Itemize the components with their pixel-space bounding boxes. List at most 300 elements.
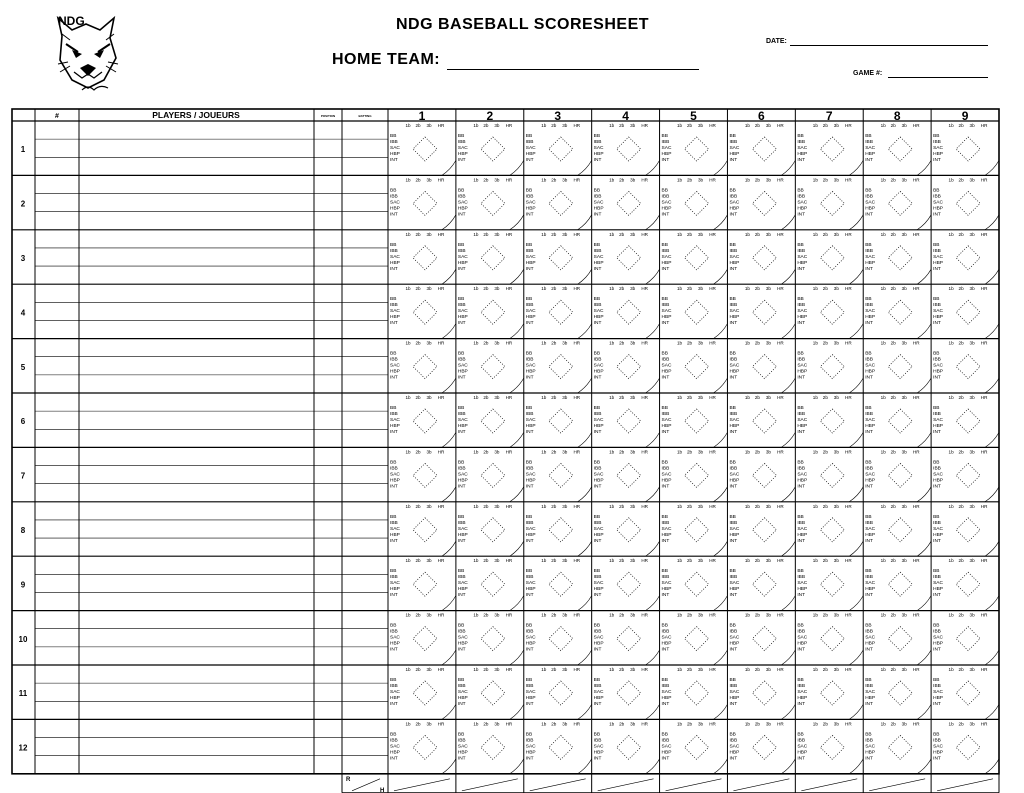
outcome-label: BB	[457, 623, 465, 629]
outcome-label: HBP	[661, 315, 672, 321]
base-diamond[interactable]	[888, 191, 912, 215]
hit-label: 2b	[551, 286, 557, 292]
base-diamond[interactable]	[549, 463, 573, 487]
base-diamond[interactable]	[617, 627, 641, 651]
base-diamond[interactable]	[956, 572, 980, 596]
base-diamond[interactable]	[481, 681, 505, 705]
out-corner-arc	[849, 759, 863, 774]
out-corner-arc	[985, 487, 999, 502]
base-diamond[interactable]	[549, 518, 573, 542]
hit-label: 2b	[890, 395, 896, 400]
base-diamond[interactable]	[820, 463, 844, 487]
base-diamond[interactable]	[956, 735, 980, 759]
base-diamond[interactable]	[820, 191, 844, 215]
hit-label: HR	[641, 503, 648, 509]
hit-label: 1b	[541, 123, 547, 128]
base-diamond[interactable]	[956, 191, 980, 215]
outcome-label: HBP	[865, 424, 876, 429]
base-diamond[interactable]	[617, 735, 641, 759]
base-diamond[interactable]	[752, 355, 776, 379]
base-diamond[interactable]	[956, 627, 980, 651]
hit-label: 3b	[901, 395, 907, 400]
batting-order-number: 8	[20, 526, 26, 535]
base-diamond[interactable]	[549, 681, 573, 705]
base-diamond[interactable]	[413, 137, 437, 161]
hit-label: 3b	[494, 721, 500, 727]
hit-label: 2b	[415, 177, 421, 183]
runs-hits-slash[interactable]	[801, 779, 857, 791]
base-diamond[interactable]	[481, 463, 505, 487]
hit-label: HR	[641, 721, 648, 727]
outcome-label: SAC	[933, 744, 943, 750]
hit-label: 1b	[609, 340, 615, 346]
outcome-label: HBP	[865, 315, 876, 321]
outcome-label: BB	[593, 514, 601, 520]
outcome-label: SAC	[457, 526, 468, 532]
base-diamond[interactable]	[413, 355, 437, 379]
outcome-label: SAC	[593, 635, 604, 641]
outcome-label: BB	[865, 460, 872, 466]
out-corner-arc	[781, 432, 795, 447]
base-diamond[interactable]	[820, 572, 844, 596]
base-diamond[interactable]	[413, 246, 437, 270]
base-diamond[interactable]	[481, 300, 505, 324]
outcome-label: HBP	[865, 369, 876, 375]
hit-label: 1b	[744, 231, 751, 237]
hit-label: 3b	[765, 177, 772, 183]
hit-label: 3b	[426, 449, 432, 455]
outcome-label: BB	[390, 460, 397, 466]
hit-label: 1b	[609, 123, 615, 128]
base-diamond[interactable]	[752, 191, 776, 215]
hit-label: 1b	[676, 721, 683, 727]
base-diamond[interactable]	[888, 627, 912, 651]
hit-label: 3b	[969, 721, 975, 727]
outcome-label: IBB	[457, 357, 466, 363]
hit-label: 1b	[948, 449, 954, 455]
base-diamond[interactable]	[617, 572, 641, 596]
outcome-label: BB	[525, 460, 533, 466]
hit-label: HR	[573, 667, 581, 672]
base-diamond[interactable]	[752, 627, 776, 651]
outcome-label: BB	[933, 297, 940, 303]
outcome-label: BB	[593, 623, 601, 629]
outcome-label: BB	[933, 514, 940, 520]
base-diamond[interactable]	[685, 627, 709, 651]
base-diamond[interactable]	[956, 246, 980, 270]
base-diamond[interactable]	[549, 735, 573, 759]
runs-hits-slash[interactable]	[530, 779, 586, 791]
hit-label: HR	[777, 612, 784, 618]
outcome-label: INT	[661, 430, 670, 435]
out-corner-arc	[849, 324, 863, 339]
outcome-label: SAC	[525, 581, 536, 587]
hit-label: HR	[845, 503, 852, 509]
runs-hits-slash[interactable]	[666, 779, 722, 791]
outcome-label: HBP	[390, 424, 400, 429]
outcome-label: INT	[457, 484, 466, 490]
outcome-label: SAC	[933, 309, 943, 315]
runs-hits-slash[interactable]	[869, 779, 925, 791]
hit-label: 1b	[948, 395, 954, 400]
hit-label: 1b	[405, 231, 411, 237]
outcome-label: BB	[525, 188, 533, 194]
hit-label: 1b	[609, 231, 615, 237]
outcome-label: HBP	[390, 696, 400, 701]
base-diamond[interactable]	[888, 518, 912, 542]
outcome-label: IBB	[797, 140, 806, 145]
outcome-label: INT	[933, 702, 941, 707]
base-diamond[interactable]	[617, 518, 641, 542]
outcome-label: INT	[865, 430, 873, 435]
base-diamond[interactable]	[617, 409, 641, 433]
out-corner-arc	[781, 160, 795, 175]
outcome-label: SAC	[457, 581, 468, 587]
base-diamond[interactable]	[752, 246, 776, 270]
base-diamond[interactable]	[956, 681, 980, 705]
base-diamond[interactable]	[685, 572, 709, 596]
out-corner-arc	[510, 650, 524, 665]
base-diamond[interactable]	[413, 191, 437, 215]
base-diamond[interactable]	[685, 463, 709, 487]
base-diamond[interactable]	[413, 409, 437, 433]
out-corner-arc	[781, 378, 795, 393]
outcome-label: HBP	[525, 750, 536, 756]
base-diamond[interactable]	[413, 572, 437, 596]
base-diamond[interactable]	[549, 355, 573, 379]
outcome-label: INT	[661, 375, 670, 381]
hit-label: HR	[709, 177, 716, 183]
outcome-label: SAC	[797, 690, 808, 695]
base-diamond[interactable]	[481, 409, 505, 433]
hit-label: HR	[437, 340, 445, 346]
outcome-label: HBP	[865, 478, 876, 484]
runs-hits-slash[interactable]	[733, 779, 789, 791]
outcome-label: BB	[390, 732, 397, 738]
base-diamond[interactable]	[413, 627, 437, 651]
base-diamond[interactable]	[549, 246, 573, 270]
inning-header: 1	[418, 109, 426, 123]
out-corner-arc	[781, 704, 795, 719]
base-diamond[interactable]	[685, 300, 709, 324]
hit-label: 3b	[833, 449, 839, 455]
outcome-label: HBP	[865, 641, 876, 647]
base-diamond[interactable]	[685, 409, 709, 433]
base-diamond[interactable]	[617, 191, 641, 215]
hit-label: HR	[709, 123, 716, 128]
date-field[interactable]	[790, 45, 988, 46]
outcome-label: IBB	[661, 466, 670, 472]
outcome-label: IBB	[457, 303, 466, 309]
outcome-label: HBP	[525, 369, 536, 375]
base-diamond[interactable]	[752, 518, 776, 542]
base-diamond[interactable]	[413, 681, 437, 705]
out-corner-arc	[578, 215, 592, 230]
hit-label: HR	[912, 340, 920, 346]
batting-order-number: 6	[20, 417, 26, 427]
base-diamond[interactable]	[685, 355, 709, 379]
base-diamond[interactable]	[481, 355, 505, 379]
hit-label: 2b	[483, 177, 489, 183]
base-diamond[interactable]	[752, 572, 776, 596]
hit-label: 2b	[890, 177, 896, 183]
base-diamond[interactable]	[685, 518, 709, 542]
base-diamond[interactable]	[820, 681, 844, 705]
out-corner-arc	[781, 269, 795, 284]
outcome-label: IBB	[457, 248, 466, 254]
base-diamond[interactable]	[549, 300, 573, 324]
outcome-label: INT	[729, 484, 738, 490]
logo-text: NDG	[58, 14, 85, 28]
base-diamond[interactable]	[481, 191, 505, 215]
base-diamond[interactable]	[481, 572, 505, 596]
outcome-label: HBP	[865, 587, 876, 593]
hit-label: 1b	[880, 177, 886, 183]
outcome-label: BB	[661, 569, 668, 575]
outcome-label: INT	[593, 593, 602, 599]
base-diamond[interactable]	[685, 681, 709, 705]
outcome-label: SAC	[457, 309, 468, 315]
hit-label: 2b	[551, 231, 557, 237]
hit-label: 2b	[619, 612, 625, 618]
outcome-label: BB	[865, 678, 872, 683]
hit-label: 3b	[630, 123, 636, 128]
base-diamond[interactable]	[413, 463, 437, 487]
base-diamond[interactable]	[820, 355, 844, 379]
runs-hits-slash[interactable]	[937, 779, 993, 791]
base-diamond[interactable]	[481, 735, 505, 759]
outcome-label: IBB	[390, 684, 398, 689]
outcome-label: IBB	[933, 466, 941, 472]
hit-label: 1b	[880, 503, 886, 509]
base-diamond[interactable]	[888, 681, 912, 705]
hit-label: 3b	[630, 667, 636, 672]
outcome-label: IBB	[593, 357, 602, 363]
base-diamond[interactable]	[888, 735, 912, 759]
home-team-field[interactable]	[447, 69, 699, 70]
outcome-label: SAC	[390, 363, 400, 369]
outcome-label: SAC	[390, 744, 400, 750]
outcome-label: HBP	[457, 424, 468, 429]
outcome-label: IBB	[661, 357, 670, 363]
hit-label: 2b	[483, 558, 489, 564]
base-diamond[interactable]	[685, 246, 709, 270]
outcome-label: HBP	[661, 152, 672, 157]
hit-label: 2b	[551, 123, 557, 128]
base-diamond[interactable]	[956, 463, 980, 487]
outcome-label: INT	[797, 484, 806, 490]
outcome-label: BB	[797, 406, 804, 411]
hit-label: 3b	[969, 231, 975, 237]
base-diamond[interactable]	[617, 463, 641, 487]
runs-hits-slash[interactable]	[462, 779, 518, 791]
base-diamond[interactable]	[685, 191, 709, 215]
base-diamond[interactable]	[413, 518, 437, 542]
base-diamond[interactable]	[617, 355, 641, 379]
base-diamond[interactable]	[413, 735, 437, 759]
out-corner-arc	[713, 541, 727, 556]
hit-label: 3b	[426, 612, 432, 618]
hit-label: HR	[777, 286, 784, 292]
hit-label: HR	[437, 286, 445, 292]
base-diamond[interactable]	[956, 300, 980, 324]
out-corner-arc	[985, 596, 999, 611]
outcome-label: BB	[457, 297, 465, 303]
out-corner-arc	[713, 596, 727, 611]
base-diamond[interactable]	[956, 409, 980, 433]
outcome-label: BB	[457, 406, 465, 411]
hit-label: 2b	[483, 503, 489, 509]
outcome-label: SAC	[661, 418, 672, 423]
base-diamond[interactable]	[685, 735, 709, 759]
hit-label: 3b	[765, 503, 772, 509]
outcome-label: BB	[525, 351, 533, 357]
outcome-label: BB	[933, 242, 940, 248]
outcome-label: HBP	[390, 532, 400, 538]
outcome-label: IBB	[525, 520, 534, 526]
hit-label: 3b	[901, 123, 907, 128]
inning-header: 5	[690, 109, 697, 123]
out-corner-arc	[781, 596, 795, 611]
base-diamond[interactable]	[752, 463, 776, 487]
base-diamond[interactable]	[617, 681, 641, 705]
outcome-label: SAC	[390, 146, 400, 151]
hit-label: 3b	[494, 612, 500, 618]
base-diamond[interactable]	[956, 137, 980, 161]
outcome-label: IBB	[729, 248, 738, 254]
outcome-label: IBB	[661, 140, 670, 145]
base-diamond[interactable]	[752, 137, 776, 161]
base-diamond[interactable]	[888, 246, 912, 270]
hit-label: 3b	[901, 503, 907, 509]
outcome-label: INT	[661, 484, 670, 490]
base-diamond[interactable]	[413, 300, 437, 324]
outcome-label: INT	[933, 538, 941, 544]
outcome-label: INT	[865, 484, 873, 490]
base-diamond[interactable]	[481, 246, 505, 270]
runs-hits-slash[interactable]	[394, 779, 450, 791]
base-diamond[interactable]	[481, 627, 505, 651]
hit-label: 1b	[744, 340, 751, 346]
base-diamond[interactable]	[617, 300, 641, 324]
outcome-label: SAC	[865, 309, 876, 315]
base-diamond[interactable]	[820, 246, 844, 270]
outcome-label: INT	[933, 647, 941, 653]
outcome-label: INT	[390, 702, 398, 707]
out-corner-arc	[985, 215, 999, 230]
base-diamond[interactable]	[685, 137, 709, 161]
outcome-label: BB	[457, 732, 465, 738]
outcome-label: INT	[525, 321, 534, 327]
hit-label: 3b	[562, 286, 568, 292]
base-diamond[interactable]	[820, 735, 844, 759]
base-diamond[interactable]	[752, 681, 776, 705]
base-diamond[interactable]	[888, 409, 912, 433]
outcome-label: BB	[933, 188, 940, 194]
hit-label: HR	[437, 123, 445, 128]
outcome-label: HBP	[457, 478, 468, 484]
outcome-label: BB	[933, 623, 940, 629]
out-corner-arc	[578, 596, 592, 611]
base-diamond[interactable]	[820, 300, 844, 324]
outcome-label: BB	[661, 460, 668, 466]
hit-label: HR	[845, 721, 852, 727]
base-diamond[interactable]	[888, 300, 912, 324]
hit-label: 3b	[833, 231, 839, 237]
outcome-label: BB	[593, 732, 601, 738]
base-diamond[interactable]	[888, 137, 912, 161]
out-corner-arc	[985, 269, 999, 284]
hit-label: 1b	[948, 503, 954, 509]
outcome-label: HBP	[797, 478, 808, 484]
base-diamond[interactable]	[888, 463, 912, 487]
out-corner-arc	[713, 324, 727, 339]
hit-label: 2b	[754, 231, 761, 237]
outcome-label: INT	[593, 484, 602, 490]
hit-label: 1b	[880, 395, 886, 400]
outcome-label: BB	[390, 188, 397, 194]
out-corner-arc	[849, 378, 863, 393]
base-diamond[interactable]	[752, 735, 776, 759]
base-diamond[interactable]	[820, 518, 844, 542]
base-diamond[interactable]	[820, 409, 844, 433]
base-diamond[interactable]	[752, 300, 776, 324]
outcome-label: IBB	[865, 140, 873, 145]
out-corner-arc	[917, 596, 931, 611]
base-diamond[interactable]	[549, 572, 573, 596]
outcome-label: SAC	[797, 309, 808, 315]
outcome-label: INT	[865, 538, 873, 544]
base-diamond[interactable]	[481, 137, 505, 161]
outcome-label: HBP	[390, 641, 400, 647]
out-corner-arc	[781, 324, 795, 339]
hit-label: 2b	[958, 558, 964, 564]
outcome-label: HBP	[729, 152, 740, 157]
base-diamond[interactable]	[549, 191, 573, 215]
base-diamond[interactable]	[549, 627, 573, 651]
base-diamond[interactable]	[549, 409, 573, 433]
base-diamond[interactable]	[617, 137, 641, 161]
base-diamond[interactable]	[820, 627, 844, 651]
outcome-label: IBB	[457, 466, 466, 472]
game-number-field[interactable]	[888, 77, 988, 78]
outcome-label: BB	[729, 732, 736, 738]
outcome-label: BB	[729, 134, 736, 139]
base-diamond[interactable]	[888, 572, 912, 596]
outcome-label: INT	[390, 538, 398, 544]
outcome-label: INT	[865, 158, 873, 163]
base-diamond[interactable]	[481, 518, 505, 542]
base-diamond[interactable]	[617, 246, 641, 270]
outcome-label: INT	[797, 702, 806, 707]
outcome-label: SAC	[729, 635, 740, 641]
base-diamond[interactable]	[888, 355, 912, 379]
outcome-label: HBP	[797, 641, 808, 647]
runs-hits-slash[interactable]	[598, 779, 654, 791]
base-diamond[interactable]	[549, 137, 573, 161]
base-diamond[interactable]	[752, 409, 776, 433]
base-diamond[interactable]	[820, 137, 844, 161]
hit-label: 3b	[901, 612, 907, 618]
base-diamond[interactable]	[956, 355, 980, 379]
outcome-label: INT	[865, 593, 873, 599]
base-diamond[interactable]	[956, 518, 980, 542]
outcome-label: INT	[457, 430, 466, 435]
batting-order-number: 10	[18, 634, 28, 644]
out-corner-arc	[849, 160, 863, 175]
outcome-label: SAC	[593, 472, 604, 478]
hit-label: 1b	[744, 667, 751, 672]
